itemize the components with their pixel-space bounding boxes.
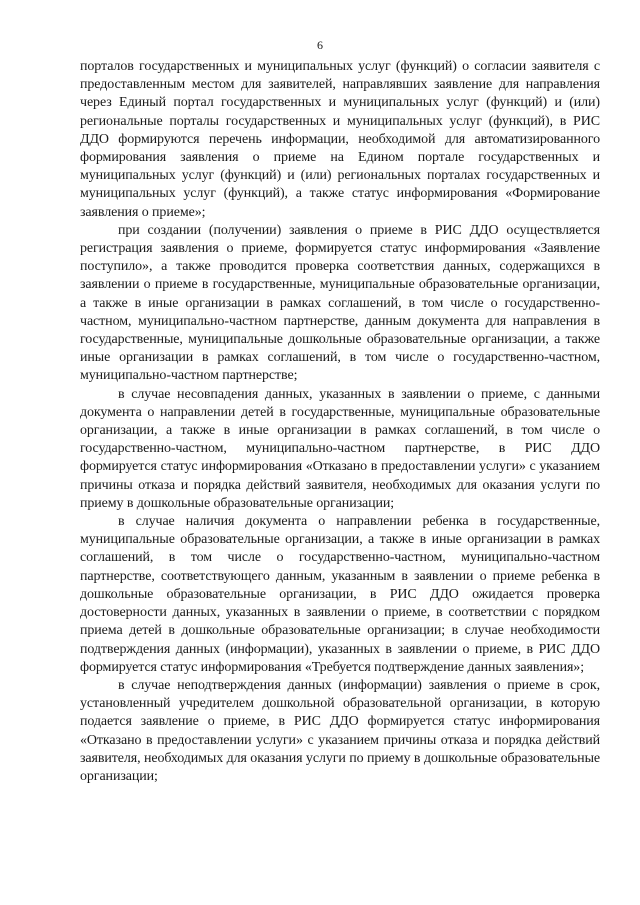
paragraph-4: в случае наличия документа о направлении ребенка в государственные, муниципальные образовательные организации, а также в иные организации в рамках соглашений, в том числе о государственно-частном, муниципально-частном партнерстве, соответствующего данным, указанным в заявлении о приеме ребенка в дошкольные образовательные организации, в РИС ДДО ожидается проверка достоверности данных, указанных в заявлении о приеме, в соответствии с порядком приема детей в дошкольные образовательные организации; в случае необходимости подтверждения данных (информации), указанных в заявлении о приеме, в РИС ДДО формируется статус информирования «Требуется подтверждение данных заявления»; <box>80 514 600 675</box>
paragraph-5: в случае неподтверждения данных (информации) заявления о приеме в срок, установленный учредителем дошкольной образовательной организации, в которую подается заявление о приеме, в РИС ДДО формируется статус информирования «Отказано в предоставлении услуги» с указанием причины отказа и порядка действий заявителя, необходимых для оказания услуги по приему в дошкольные образовательные организации; <box>80 677 600 784</box>
paragraph-1: порталов государственных и муниципальных услуг (функций) о согласии заявителя с предоставленным местом для заявителей, направлявших заявление для направления через Единый портал государственных и муниципальных услуг (функций) и (или) региональные порталы государственных и муниципальных услуг (функций), в РИС ДДО формируются перечень информации, необходимой для автоматизированного формирования заявления о приеме на Едином портале государственных и муниципальных услуг (функций) и (или) региональных порталах государственных и муниципальных услуг (функций), а также статус информирования «Формирование заявления о приеме»; <box>80 59 600 220</box>
paragraph-2: при создании (получении) заявления о приеме в РИС ДДО осуществляется регистрация заявления о приеме, формируется статус информирования «Заявление поступило», а также проводится проверка соответствия данных, содержащихся в заявлении о приеме в государственные, муниципальные образовательные организации, а также в иные организации в рамках соглашений, в том числе о государственно-частном, муниципально-частном партнерстве, данным документа для направления в государственные, муниципальные дошкольные образовательные организации, а также иные организации в рамках соглашений, в том числе о государственно-частном, муниципально-частном партнерстве; <box>80 222 600 384</box>
document-body <box>80 58 600 786</box>
paragraph-3: в случае несовпадения данных, указанных в заявлении о приеме, с данными документа о направлении детей в государственные, муниципальные образовательные организации, а также в иные организации в рамках соглашений, в том числе о государственно-частном, муниципально-частном партнерстве, в РИС ДДО формируется статус информирования «Отказано в предоставлении услуги» с указанием причины отказа и порядка действий заявителя, необходимых для оказания услуги по приему в дошкольные образовательные организации; <box>80 386 600 511</box>
page-number: 6 <box>317 38 323 52</box>
